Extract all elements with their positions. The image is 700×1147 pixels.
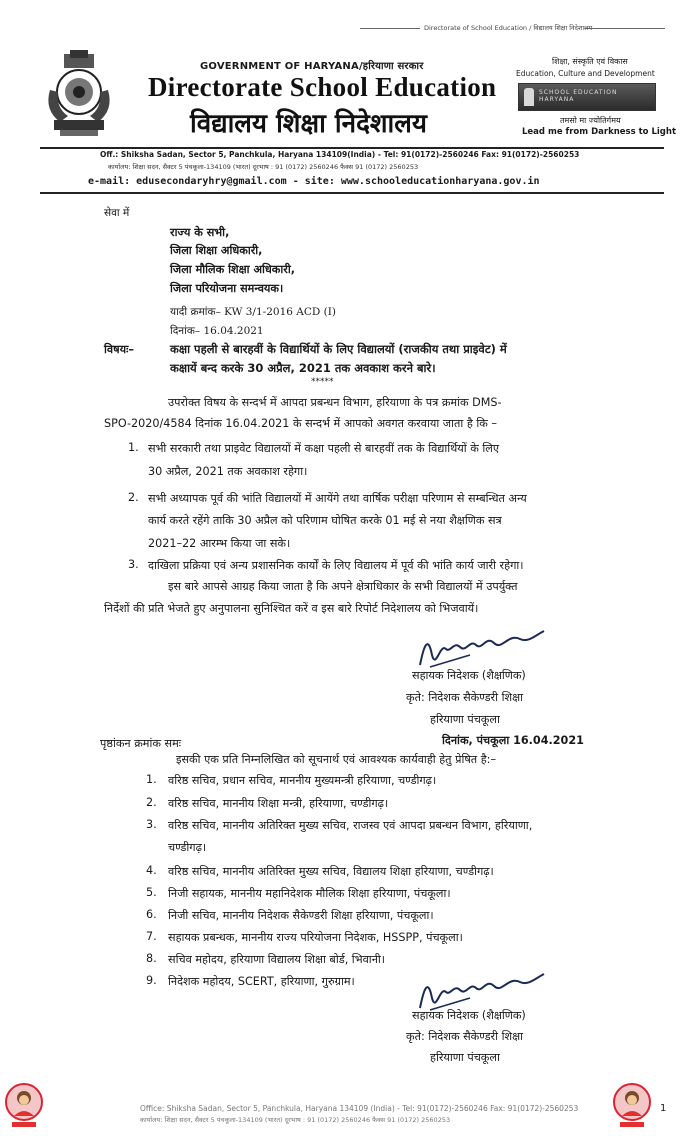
endorsement-item: वरिष्ठ सचिव, माननीय अतिरिक्त मुख्य सचिव, राजस्व एवं आपदा प्रबन्धन विभाग, हरियाणा,: [168, 819, 533, 832]
top-strip: [360, 22, 665, 36]
point-number: 3.: [128, 558, 139, 571]
signatory-office: कृते: निदेशक सैकेण्डरी शिक्षा: [406, 1030, 524, 1043]
endorsement-date: दिनांक, पंचकूला 16.04.2021: [442, 734, 584, 747]
signatory-location: हरियाणा पंचकूला: [430, 713, 500, 726]
girl-mascot-icon: [4, 1082, 44, 1130]
reference-number: यादी क्रमांक– KW 3/1-2016 ACD (I): [170, 306, 336, 318]
directorate-title-hi: विद्यालय शिक्षा निदेशालय: [190, 109, 427, 139]
closing-line: निर्देशों की प्रति भेजते हुए अनुपालना सुनिश्चित करें व इस बारे रिपोर्ट निदेशालय को भिजवायें।: [104, 602, 479, 615]
endorsement-number: 9.: [146, 974, 157, 987]
endorsement-number: 5.: [146, 886, 157, 899]
endorsement-item: निजी सचिव, माननीय निदेशक सैकेण्डरी शिक्षा हरियाणा, पंचकूला।: [168, 909, 434, 922]
signatory-location: हरियाणा पंचकूला: [430, 1051, 500, 1064]
office-address-en: Off.: Shiksha Sadan, Sector 5, Panchkula, Haryana 134109(India) - Tel: 91(0172)-2560246 Fax: 91(0172)-2560253: [100, 150, 580, 159]
seva-me: सेवा में: [104, 207, 130, 219]
top-strip-text: Directorate of School Education / विद्यालय शिक्षा निदेशालय: [424, 24, 593, 32]
endorsement-number: 4.: [146, 864, 157, 877]
point-number: 1.: [128, 441, 139, 454]
footer-address-hi: कार्यालय: शिक्षा सदन, सैक्टर 5 पंचकूला-134109 (भारत) दूरभाष : 91 (0172) 2560246 फैक्स 91 (0172) 2560253: [140, 1116, 451, 1124]
directorate-title-en: Directorate School Education: [148, 72, 497, 102]
endorsement-item: निजी सहायक, माननीय महानिदेशक मौलिक शिक्षा हरियाणा, पंचकूला।: [168, 887, 451, 900]
subject-line: कक्षायें बन्द करके 30 अप्रैल, 2021 तक अवकाश करने बारे।: [170, 361, 436, 375]
point-line: कार्य करते रहेंगे ताकि 30 अप्रैल को परिणाम घोषित करके 01 मई से नया शैक्षणिक सत्र: [148, 514, 502, 527]
closing-line: इस बारे आपसे आग्रह किया जाता है कि अपने क्षेत्राधिकार के सभी विद्यालयों में उपर्युक्त: [168, 580, 518, 593]
footer-address-en: Office: Shiksha Sadan, Sector 5, Panchkula, Haryana 134109 (India) - Tel: 91(0172)-2560246 Fax: 91(0172)-2560253: [140, 1104, 579, 1113]
header-divider: [40, 147, 664, 149]
signatory-designation: सहायक निदेशक (शैक्षणिक): [412, 1009, 526, 1022]
subject-label: विषयः–: [104, 343, 134, 356]
recipient-line: जिला परियोजना समन्वयक।: [170, 282, 284, 295]
endorsement-item: सहायक प्रबन्धक, माननीय राज्य परियोजना निदेशक, HSSPP, पंचकूला।: [168, 931, 463, 944]
signature-image: [410, 968, 550, 1013]
endorsement-item: वरिष्ठ सचिव, प्रधान सचिव, माननीय मुख्यमन्त्री हरियाणा, चण्डीगढ़।: [168, 774, 437, 787]
endorsement-label: पृष्ठांकन क्रमांक समः: [100, 737, 182, 750]
endorsement-item: वरिष्ठ सचिव, माननीय अतिरिक्त मुख्य सचिव, विद्यालय शिक्षा हरियाणा, चण्डीगढ़।: [168, 865, 494, 878]
intro-line: उपरोक्त विषय के सन्दर्भ में आपदा प्रबन्धन विभाग, हरियाणा के पत्र क्रमांक DMS-: [168, 396, 502, 409]
girl-mascot-icon: [612, 1082, 652, 1130]
logo-motto-en: Lead me from Darkness to Light: [522, 127, 677, 137]
office-address-hi: कार्यालय: शिक्षा सदन, सैक्टर 5 पंचकूला-134109 (भारत) दूरभाष : 91 (0172) 2560246 फैक्स 91 (0172) 2560253: [108, 163, 419, 171]
signatory-office: कृते: निदेशक सैकेण्डरी शिक्षा: [406, 691, 524, 704]
lamp-icon: [524, 88, 534, 106]
point-line: सभी सरकारी तथा प्राइवेट विद्यालयों में कक्षा पहली से बारहवीं तक के विद्यार्थियों के लिए: [148, 442, 500, 455]
haryana-emblem-icon: [40, 50, 118, 140]
endorsement-item: वरिष्ठ सचिव, माननीय शिक्षा मन्त्री, हरियाणा, चण्डीगढ़।: [168, 797, 389, 810]
point-line: सभी अध्यापक पूर्व की भांति विद्यालयों में आयेंगे तथा वार्षिक परीक्षा परिणाम से सम्बन्धित अन्य: [148, 492, 527, 505]
recipient-line: जिला शिक्षा अधिकारी,: [170, 244, 263, 257]
school-education-logo: [512, 56, 677, 146]
logo-tagline-hi: शिक्षा, संस्कृति एवं विकास: [552, 57, 628, 66]
endorsement-item: सचिव महोदय, हरियाणा विद्यालय शिक्षा बोर्ड, भिवानी।: [168, 953, 386, 966]
header-divider-bottom: [40, 192, 664, 194]
endorsement-number: 1.: [146, 773, 157, 786]
endorsement-number: 2.: [146, 796, 157, 809]
endorsement-number: 8.: [146, 952, 157, 965]
endorsement-intro: इसकी एक प्रति निम्नलिखित को सूचनार्थ एवं आवश्यक कार्यवाही हेतु प्रेषित है:–: [176, 753, 497, 766]
endorsement-item: निदेशक महोदय, SCERT, हरियाणा, गुरुग्राम।: [168, 975, 355, 988]
endorsement-item: चण्डीगढ़।: [168, 841, 207, 854]
endorsement-number: 7.: [146, 930, 157, 943]
logo-motto-hi: तमसो मा ज्योतिर्गमय: [560, 116, 621, 125]
logo-banner: [518, 83, 656, 111]
point-line: दाखिला प्रक्रिया एवं अन्य प्रशासनिक कार्यों के लिए विद्यालय में पूर्व की भांति कार्य जारी रहेगा।: [148, 559, 524, 572]
point-line: 30 अप्रैल, 2021 तक अवकाश रहेगा।: [148, 465, 308, 478]
letter-date: दिनांक– 16.04.2021: [170, 325, 264, 337]
logo-banner-text: SCHOOL EDUCATION HARYANA: [539, 89, 618, 103]
intro-line: SPO-2020/4584 दिनांक 16.04.2021 के सन्दर्भ में आपको अवगत करवाया जाता है कि –: [104, 417, 497, 430]
point-line: 2021–22 आरम्भ किया जा सके।: [148, 537, 291, 550]
point-number: 2.: [128, 491, 139, 504]
recipient-line: राज्य के सभी,: [170, 226, 230, 239]
government-line: GOVERNMENT OF HARYANA/हरियाणा सरकार: [200, 61, 424, 72]
endorsement-number: 6.: [146, 908, 157, 921]
subject-line: कक्षा पहली से बारहवीं के विद्यार्थियों के लिए विद्यालयों (राजकीय तथा प्राइवेट) में: [170, 342, 507, 356]
recipient-line: जिला मौलिक शिक्षा अधिकारी,: [170, 263, 295, 276]
signature-image: [410, 625, 550, 670]
logo-tagline-en: Education, Culture and Development: [516, 69, 655, 78]
page-number: 1: [660, 1103, 667, 1114]
separator-stars: *****: [311, 377, 334, 387]
email-site-line: e-mail: edusecondaryhry@gmail.com - site: www.schooleducationharyana.gov.in: [88, 176, 540, 187]
signatory-designation: सहायक निदेशक (शैक्षणिक): [412, 669, 526, 682]
endorsement-number: 3.: [146, 818, 157, 831]
